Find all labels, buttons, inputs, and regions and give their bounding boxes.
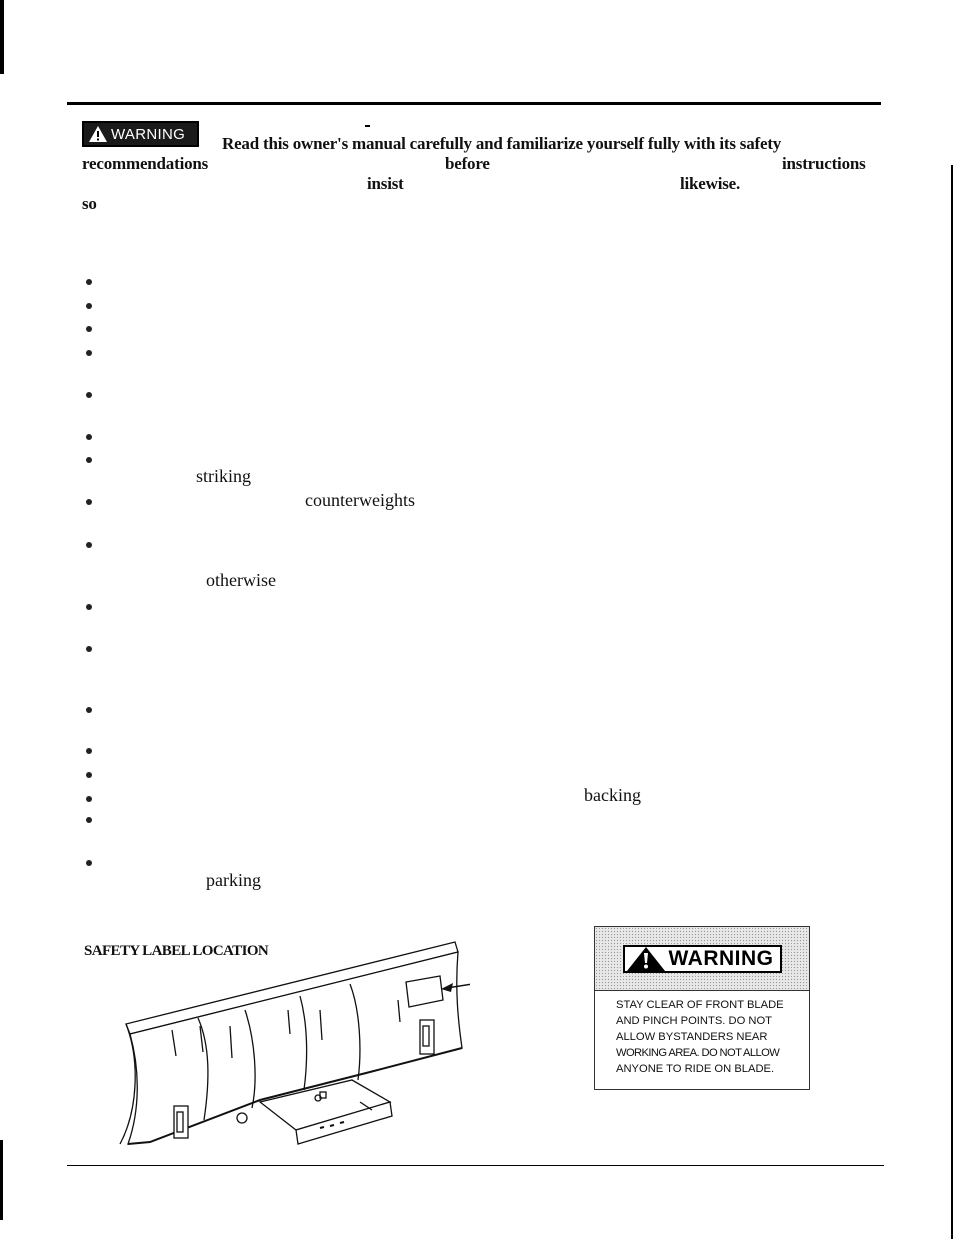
bullet-9	[86, 542, 92, 548]
footer-rule	[67, 1165, 884, 1166]
snow-plow-blade-illustration	[0, 930, 470, 1160]
bullet-8	[86, 499, 92, 505]
safety-label-heading: WARNING	[668, 946, 774, 970]
warning-badge	[82, 121, 199, 147]
warning-badge-label: WARNING	[111, 125, 186, 143]
safety-label-text	[595, 991, 809, 1077]
safety-label-heading-box	[623, 945, 782, 973]
bullet-12	[86, 707, 92, 713]
header-tick	[365, 125, 370, 127]
bullet-2	[86, 303, 92, 309]
warning-triangle-icon	[88, 125, 108, 143]
fragment-otherwise: otherwise	[206, 570, 276, 590]
fragment-parking: parking	[206, 870, 261, 890]
safety-label	[594, 926, 810, 1090]
safety-label-line-1: STAY CLEAR OF FRONT BLADE	[616, 999, 784, 1011]
bullet-11	[86, 646, 92, 652]
bullet-3	[86, 326, 92, 332]
safety-label-line-3: ALLOW BYSTANDERS NEAR	[616, 1031, 768, 1043]
safety-label-line-4: WORKING AREA. DO NOT ALLOW	[616, 1047, 780, 1059]
intro-word-insist: insist	[367, 174, 404, 193]
intro-word-before: before	[445, 154, 490, 173]
left-edge-mark-top	[0, 0, 4, 74]
bullet-16	[86, 817, 92, 823]
bullet-17	[86, 860, 92, 866]
fragment-striking: striking	[196, 466, 252, 486]
fragment-counterweights: counterweights	[305, 490, 415, 510]
intro-word-recommendations: recommendations	[82, 154, 209, 173]
header-rule	[67, 102, 881, 105]
bullet-10	[86, 604, 92, 610]
warning-triangle-icon	[627, 947, 665, 971]
bullet-6	[86, 434, 92, 440]
intro-word-so: so	[82, 194, 97, 213]
bullet-4	[86, 350, 92, 356]
intro-word-instructions: instructions	[782, 154, 866, 173]
safety-label-location-caption: SAFETY LABEL LOCATION	[84, 943, 269, 959]
intro-word-likewise: likewise.	[680, 174, 741, 193]
safety-label-line-5: ANYONE TO RIDE ON BLADE.	[616, 1063, 775, 1075]
safety-label-line-2: AND PINCH POINTS. DO NOT	[616, 1015, 773, 1027]
bullet-1	[86, 279, 92, 285]
fragment-backing: backing	[584, 785, 641, 805]
safety-label-header	[595, 927, 809, 991]
intro-line-1: Read this owner's manual carefully and familiarize yourself fully with its safety	[222, 134, 782, 153]
bullet-13	[86, 748, 92, 754]
right-edge-mark	[951, 165, 953, 1239]
bullet-7	[86, 457, 92, 463]
bullet-5	[86, 392, 92, 398]
bullet-15	[86, 796, 92, 802]
bullet-14	[86, 772, 92, 778]
